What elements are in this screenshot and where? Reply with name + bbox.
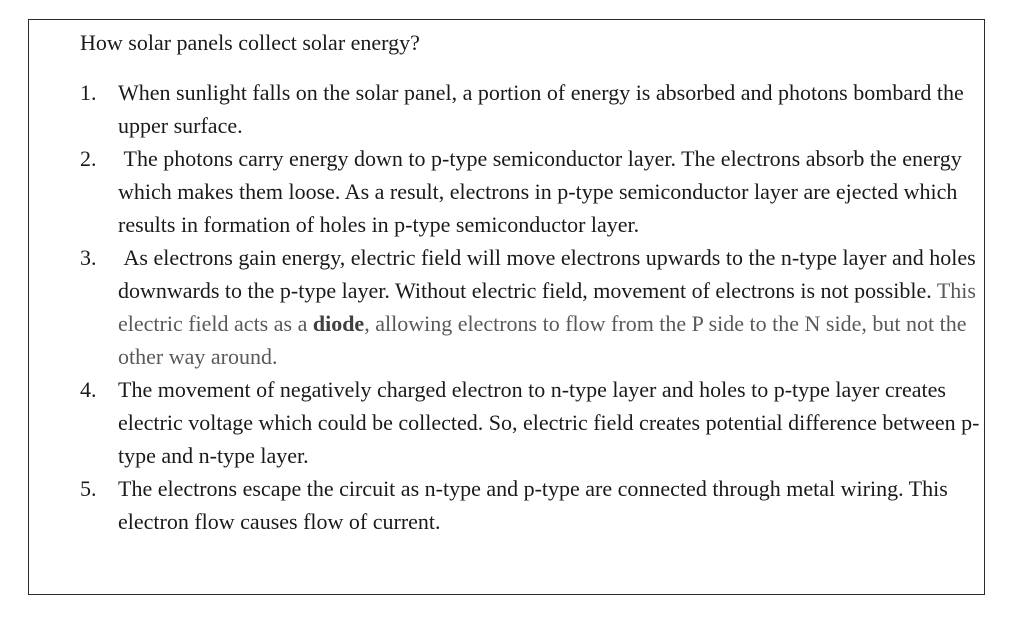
list-item-number: 4. — [80, 377, 97, 402]
highlighted-term-diode: diode — [312, 311, 365, 336]
document-title: How solar panels collect solar energy? — [80, 30, 420, 55]
list-item-3 — [80, 241, 980, 373]
list-item-1 — [80, 76, 980, 142]
list-item-number: 5. — [80, 476, 97, 501]
list-item-text: As electrons gain energy, electric field will move electrons upwards to the n-type layer and holes downwards to the p-type layer. Without electric field, movement of electrons is not possible. — [118, 245, 982, 303]
list-item-4 — [80, 373, 980, 472]
highlighted-text-start: This electric field acts as a — [118, 278, 976, 336]
list-item-number: 1. — [80, 80, 97, 105]
highlighted-text-end: , allowing electrons to flow from the P side to the N side, but not the other way around. — [118, 311, 967, 369]
steps-list — [80, 76, 980, 538]
list-item-text: When sunlight falls on the solar panel, a portion of energy is absorbed and photons bombard the upper surface. — [118, 80, 964, 138]
list-item-text: The movement of negatively charged electron to n-type layer and holes to p-type layer creates electric voltage which could be collected. So, electric field creates potential difference between p-type and n-type layer. — [118, 377, 980, 468]
list-item-2 — [80, 142, 980, 241]
list-item-text: The electrons escape the circuit as n-type and p-type are connected through metal wiring. This electron flow causes flow of current. — [118, 476, 948, 534]
list-item-text: The photons carry energy down to p-type semiconductor layer. The electrons absorb the energy which makes them loose. As a result, electrons in p-type semiconductor layer are ejected which results in formation of holes in p-type semiconductor layer. — [118, 146, 968, 237]
list-item-5 — [80, 472, 980, 538]
list-item-number: 2. — [80, 146, 97, 171]
list-item-number: 3. — [80, 245, 97, 270]
